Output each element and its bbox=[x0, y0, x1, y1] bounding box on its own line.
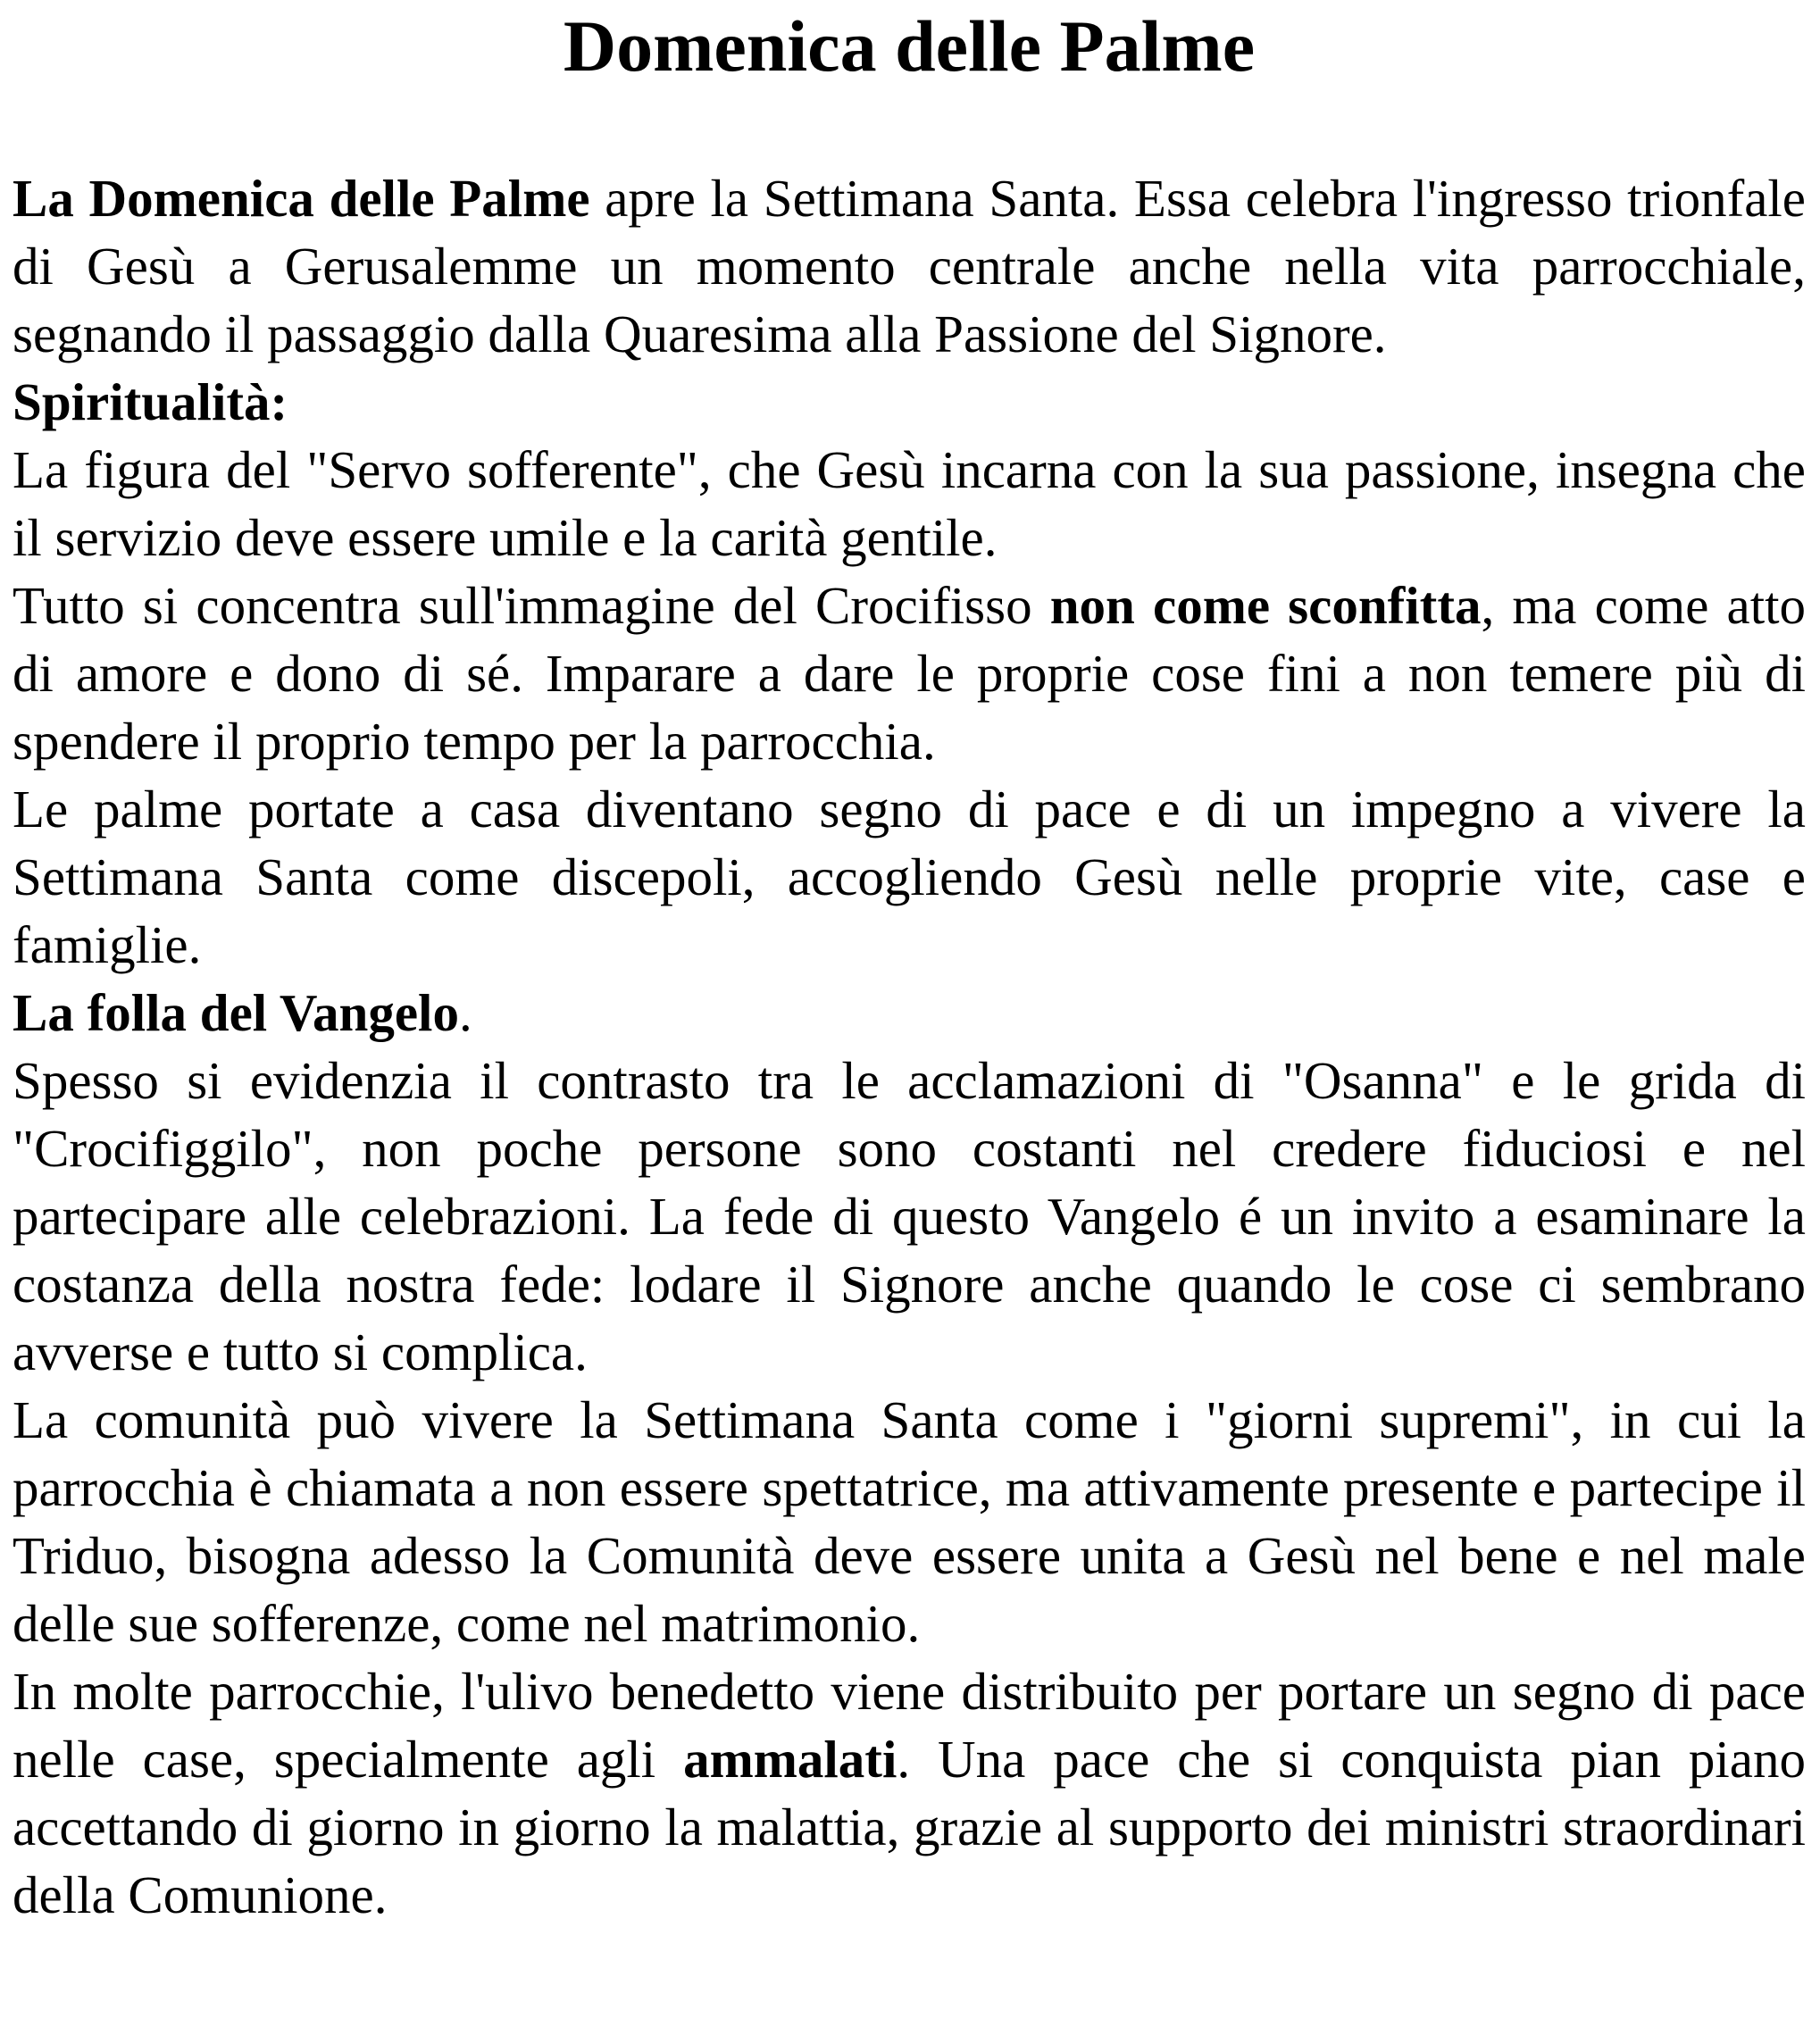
folla-heading: La folla del Vangelo bbox=[13, 983, 459, 1042]
folla-heading-line bbox=[13, 979, 1806, 1047]
folla-p3-text-after: . Una pace che si conquista pian piano accettando di giorno in giorno la malattia, grazie al supporto dei ministri straordinari della Comunione. bbox=[13, 1730, 1806, 1924]
folla-p3-bold: ammalati bbox=[683, 1730, 897, 1789]
spiritualita-p2-text-after: , ma come atto di amore e dono di sé. Imparare a dare le proprie cose fini a non temere più di spendere il proprio tempo per la parrocchia. bbox=[13, 576, 1806, 771]
page-title: Domenica delle Palme bbox=[563, 5, 1256, 87]
document-body bbox=[13, 164, 1806, 1929]
folla-paragraph-1: Spesso si evidenzia il contrasto tra le acclamazioni di "Osanna" e le grida di "Crocifiggilo", non poche persone sono costanti nel credere fiduciosi e nel partecipare alle celebrazioni. La fede di questo Vangelo é un invito a esaminare la costanza della nostra fede: lodare il Signore anche quando le cose ci sembrano avverse e tutto si complica. bbox=[13, 1051, 1806, 1381]
folla-paragraph-2: La comunità può vivere la Settimana Santa come i "giorni supremi", in cui la parrocchia è chiamata a non essere spettatrice, ma attivamente presente e partecipe il Triduo, bisogna adesso la Comunità deve essere unita a Gesù nel bene e nel male delle sue sofferenze, come nel matrimonio. bbox=[13, 1390, 1806, 1653]
spiritualita-p2-text-before: Tutto si concentra sull'immagine del Crocifisso bbox=[13, 576, 1050, 635]
spiritualita-p2-bold: non come sconfitta bbox=[1049, 576, 1482, 635]
spiritualita-paragraph-3: Le palme portate a casa diventano segno di pace e di un impegno a vivere la Settimana Santa come discepoli, accogliendo Gesù nelle proprie vite, case e famiglie. bbox=[13, 780, 1806, 974]
intro-paragraph bbox=[13, 164, 1806, 368]
spiritualita-heading: Spiritualità: bbox=[13, 372, 288, 431]
folla-heading-suffix: . bbox=[458, 983, 472, 1042]
intro-bold-lead: La Domenica delle Palme bbox=[13, 169, 590, 228]
intro-text: apre la Settimana Santa. Essa celebra l'ingresso trionfale di Gesù a Gerusalemme un momento centrale anche nella vita parrocchiale, segnando il passaggio dalla Quaresima alla Passione del Signore. bbox=[13, 169, 1806, 363]
spiritualita-paragraph-2 bbox=[13, 571, 1806, 775]
folla-p3-text-before: In molte parrocchie, l'ulivo benedetto viene distribuito per portare un segno di pace nelle case, specialmente agli bbox=[13, 1662, 1806, 1789]
spiritualita-paragraph-1: La figura del "Servo sofferente", che Gesù incarna con la sua passione, insegna che il servizio deve essere umile e la carità gentile. bbox=[13, 440, 1806, 567]
folla-paragraph-3 bbox=[13, 1657, 1806, 1929]
